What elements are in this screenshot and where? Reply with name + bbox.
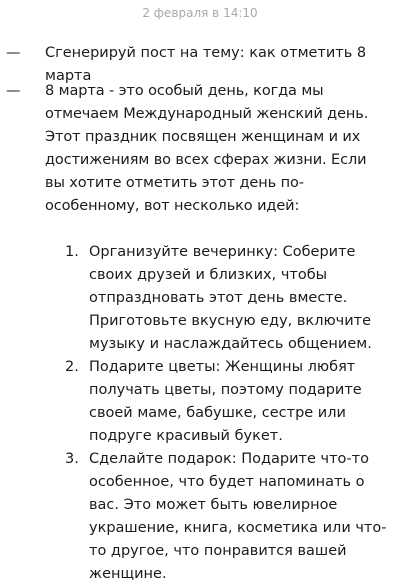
- list-item-number: 3.: [65, 451, 79, 467]
- list-item-text: Организуйте вечеринку: Соберите своих друзей и близких, чтобы отпраздновать этот день вместе. Приготовьте вкусную еду, включите музыку и наслаждайтесь общением.: [89, 244, 372, 352]
- user-message-text: Сгенерируй пост на тему: как отметить 8 марта: [45, 45, 367, 84]
- assistant-intro-text: 8 марта - это особый день, когда мы отмечаем Международный женский день. Этот праздник посвящен женщинам и их достижениям во всех сферах жизни. Если вы хотите отметить этот день по-особенному, вот несколько идей:: [45, 83, 369, 214]
- message-dash-marker: —: [6, 45, 21, 61]
- list-item: [65, 241, 390, 356]
- list-item: [65, 356, 390, 448]
- assistant-message-body: [45, 80, 390, 586]
- message-dash-marker: —: [6, 83, 21, 99]
- list-item: [65, 448, 390, 586]
- ideas-list: [45, 241, 390, 586]
- list-item-text: Подарите цветы: Женщины любят получать цветы, поэтому подарите своей маме, бабушке, сестре или подруге красивый букет.: [89, 359, 362, 444]
- list-item-number: 1.: [65, 244, 79, 260]
- assistant-message[interactable]: [6, 80, 390, 586]
- list-item-number: 2.: [65, 359, 79, 375]
- list-item-text: Сделайте подарок: Подарите что-то особенное, что будет напоминать о вас. Это может быть ювелирное украшение, книга, косметика или что-то другое, что понравится вашей женщине.: [89, 451, 387, 582]
- message-timestamp: 2 февраля в 14:10: [142, 6, 258, 20]
